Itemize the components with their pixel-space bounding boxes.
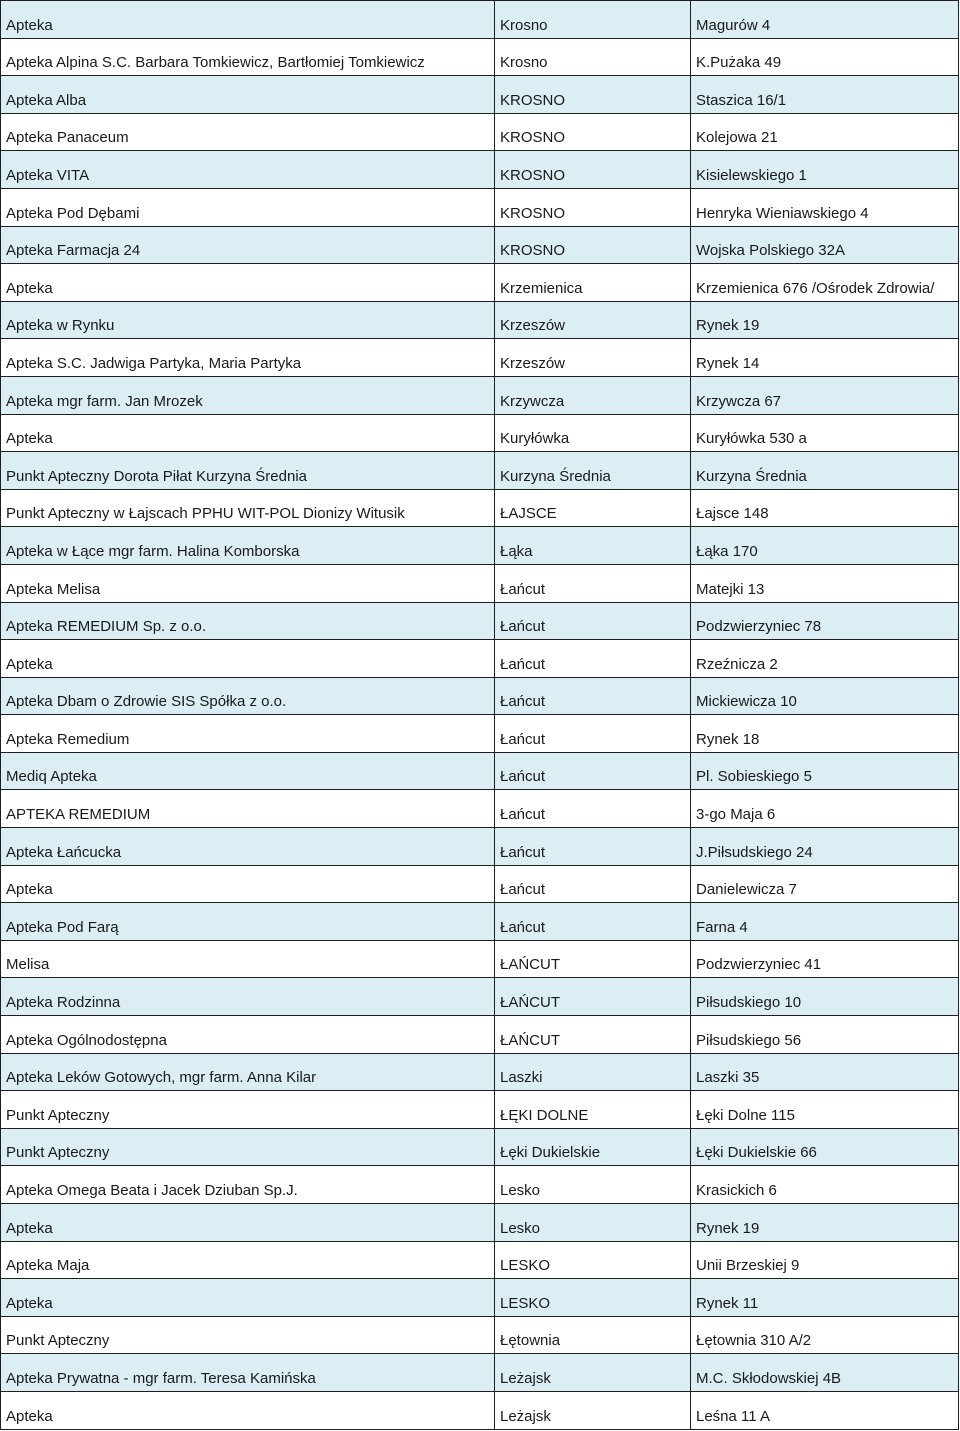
pharmacy-name-cell: Apteka Ogólnodostępna: [1, 1016, 495, 1054]
city-cell: Laszki: [495, 1053, 691, 1091]
city-cell: KROSNO: [495, 226, 691, 264]
address-cell: Rynek 11: [691, 1279, 959, 1317]
table-row: [1, 564, 959, 602]
address-cell: K.Pużaka 49: [691, 38, 959, 76]
address-cell: Piłsudskiego 10: [691, 978, 959, 1016]
city-cell: Łańcut: [495, 602, 691, 640]
address-cell: Łajsce 148: [691, 489, 959, 527]
city-cell: Łańcut: [495, 715, 691, 753]
table-row: [1, 151, 959, 189]
address-cell: Piłsudskiego 56: [691, 1016, 959, 1054]
table-row: [1, 715, 959, 753]
pharmacy-name-cell: Apteka Remedium: [1, 715, 495, 753]
city-cell: KROSNO: [495, 113, 691, 151]
pharmacy-name-cell: Apteka: [1, 865, 495, 903]
city-cell: Łańcut: [495, 790, 691, 828]
table-row: [1, 452, 959, 490]
address-cell: Mickiewicza 10: [691, 677, 959, 715]
table-row: [1, 1166, 959, 1204]
pharmacy-name-cell: Punkt Apteczny: [1, 1091, 495, 1129]
city-cell: LESKO: [495, 1241, 691, 1279]
address-cell: Laszki 35: [691, 1053, 959, 1091]
table-row: [1, 1128, 959, 1166]
table-row: [1, 1354, 959, 1392]
address-cell: Staszica 16/1: [691, 76, 959, 114]
table-row: [1, 790, 959, 828]
pharmacy-name-cell: Apteka Dbam o Zdrowie SIS Spółka z o.o.: [1, 677, 495, 715]
table-row: [1, 226, 959, 264]
table-row: [1, 76, 959, 114]
pharmacy-name-cell: Apteka Melisa: [1, 564, 495, 602]
pharmacy-name-cell: Punkt Apteczny: [1, 1128, 495, 1166]
address-cell: Łęki Dolne 115: [691, 1091, 959, 1129]
pharmacy-name-cell: Apteka: [1, 640, 495, 678]
pharmacy-name-cell: Apteka Alba: [1, 76, 495, 114]
city-cell: Łańcut: [495, 640, 691, 678]
table-row: [1, 903, 959, 941]
table-row: [1, 376, 959, 414]
table-row: [1, 640, 959, 678]
address-cell: Rynek 19: [691, 1204, 959, 1242]
address-cell: Krzywcza 67: [691, 376, 959, 414]
table-row: [1, 940, 959, 978]
pharmacy-name-cell: Mediq Apteka: [1, 752, 495, 790]
city-cell: Lesko: [495, 1204, 691, 1242]
city-cell: KROSNO: [495, 151, 691, 189]
city-cell: ŁAŃCUT: [495, 940, 691, 978]
pharmacy-name-cell: Punkt Apteczny: [1, 1316, 495, 1354]
table-row: [1, 1053, 959, 1091]
address-cell: Kolejowa 21: [691, 113, 959, 151]
city-cell: Kurzyna Średnia: [495, 452, 691, 490]
pharmacy-name-cell: Apteka: [1, 1279, 495, 1317]
pharmacy-table-body: [1, 1, 959, 1430]
address-cell: Łętownia 310 A/2: [691, 1316, 959, 1354]
city-cell: ŁAJSCE: [495, 489, 691, 527]
address-cell: Rynek 14: [691, 339, 959, 377]
address-cell: Rzeźnicza 2: [691, 640, 959, 678]
pharmacy-name-cell: Apteka Omega Beata i Jacek Dziuban Sp.J.: [1, 1166, 495, 1204]
city-cell: Łąka: [495, 527, 691, 565]
city-cell: KROSNO: [495, 76, 691, 114]
city-cell: Leżajsk: [495, 1354, 691, 1392]
pharmacy-name-cell: Apteka: [1, 414, 495, 452]
city-cell: Krzemienica: [495, 264, 691, 302]
city-cell: Krosno: [495, 38, 691, 76]
city-cell: Krzeszów: [495, 301, 691, 339]
pharmacy-name-cell: Apteka VITA: [1, 151, 495, 189]
city-cell: Łęki Dukielskie: [495, 1128, 691, 1166]
address-cell: Wojska Polskiego 32A: [691, 226, 959, 264]
city-cell: KROSNO: [495, 188, 691, 226]
pharmacy-name-cell: Apteka: [1, 1391, 495, 1429]
table-row: [1, 414, 959, 452]
address-cell: Farna 4: [691, 903, 959, 941]
table-row: [1, 1279, 959, 1317]
address-cell: Henryka Wieniawskiego 4: [691, 188, 959, 226]
pharmacy-name-cell: APTEKA REMEDIUM: [1, 790, 495, 828]
table-row: [1, 188, 959, 226]
table-row: [1, 113, 959, 151]
address-cell: Kisielewskiego 1: [691, 151, 959, 189]
pharmacy-name-cell: Apteka Maja: [1, 1241, 495, 1279]
city-cell: Łańcut: [495, 828, 691, 866]
table-row: [1, 752, 959, 790]
city-cell: Lesko: [495, 1166, 691, 1204]
address-cell: J.Piłsudskiego 24: [691, 828, 959, 866]
city-cell: Łańcut: [495, 677, 691, 715]
address-cell: Matejki 13: [691, 564, 959, 602]
table-row: [1, 38, 959, 76]
table-row: [1, 264, 959, 302]
city-cell: Krzywcza: [495, 376, 691, 414]
address-cell: Magurów 4: [691, 1, 959, 39]
city-cell: Łańcut: [495, 752, 691, 790]
address-cell: M.C. Skłodowskiej 4B: [691, 1354, 959, 1392]
address-cell: Podzwierzyniec 41: [691, 940, 959, 978]
pharmacy-name-cell: Apteka Leków Gotowych, mgr farm. Anna Kilar: [1, 1053, 495, 1091]
address-cell: Krasickich 6: [691, 1166, 959, 1204]
table-row: [1, 339, 959, 377]
city-cell: Krzeszów: [495, 339, 691, 377]
address-cell: 3-go Maja 6: [691, 790, 959, 828]
pharmacy-name-cell: Apteka REMEDIUM Sp. z o.o.: [1, 602, 495, 640]
city-cell: ŁAŃCUT: [495, 978, 691, 1016]
table-row: [1, 1316, 959, 1354]
address-cell: Łęki Dukielskie 66: [691, 1128, 959, 1166]
table-row: [1, 527, 959, 565]
pharmacy-name-cell: Apteka Panaceum: [1, 113, 495, 151]
city-cell: LESKO: [495, 1279, 691, 1317]
table-row: [1, 1391, 959, 1429]
city-cell: Krosno: [495, 1, 691, 39]
table-row: [1, 1016, 959, 1054]
table-row: [1, 301, 959, 339]
city-cell: Leżajsk: [495, 1391, 691, 1429]
pharmacy-name-cell: Apteka Rodzinna: [1, 978, 495, 1016]
table-row: [1, 865, 959, 903]
address-cell: Pl. Sobieskiego 5: [691, 752, 959, 790]
pharmacy-name-cell: Apteka Alpina S.C. Barbara Tomkiewicz, Bartłomiej Tomkiewicz: [1, 38, 495, 76]
address-cell: Łąka 170: [691, 527, 959, 565]
city-cell: ŁAŃCUT: [495, 1016, 691, 1054]
table-row: [1, 828, 959, 866]
pharmacy-name-cell: Apteka: [1, 1, 495, 39]
address-cell: Rynek 19: [691, 301, 959, 339]
pharmacy-name-cell: Punkt Apteczny Dorota Piłat Kurzyna Średnia: [1, 452, 495, 490]
address-cell: Rynek 18: [691, 715, 959, 753]
pharmacy-name-cell: Apteka Pod Dębami: [1, 188, 495, 226]
table-row: [1, 978, 959, 1016]
table-row: [1, 1204, 959, 1242]
pharmacy-name-cell: Apteka: [1, 1204, 495, 1242]
address-cell: Leśna 11 A: [691, 1391, 959, 1429]
address-cell: Danielewicza 7: [691, 865, 959, 903]
table-row: [1, 489, 959, 527]
pharmacy-name-cell: Apteka mgr farm. Jan Mrozek: [1, 376, 495, 414]
pharmacy-name-cell: Apteka Farmacja 24: [1, 226, 495, 264]
pharmacy-name-cell: Melisa: [1, 940, 495, 978]
address-cell: Unii Brzeskiej 9: [691, 1241, 959, 1279]
city-cell: Łańcut: [495, 564, 691, 602]
address-cell: Kuryłówka 530 a: [691, 414, 959, 452]
table-row: [1, 1, 959, 39]
pharmacy-name-cell: Apteka: [1, 264, 495, 302]
address-cell: Kurzyna Średnia: [691, 452, 959, 490]
pharmacy-name-cell: Apteka Prywatna - mgr farm. Teresa Kamińska: [1, 1354, 495, 1392]
pharmacy-name-cell: Apteka S.C. Jadwiga Partyka, Maria Partyka: [1, 339, 495, 377]
table-row: [1, 677, 959, 715]
city-cell: ŁĘKI DOLNE: [495, 1091, 691, 1129]
address-cell: Podzwierzyniec 78: [691, 602, 959, 640]
pharmacy-name-cell: Apteka Pod Farą: [1, 903, 495, 941]
city-cell: Łańcut: [495, 865, 691, 903]
table-row: [1, 1241, 959, 1279]
pharmacy-name-cell: Punkt Apteczny w Łajscach PPHU WIT-POL Dionizy Witusik: [1, 489, 495, 527]
city-cell: Łańcut: [495, 903, 691, 941]
city-cell: Kuryłówka: [495, 414, 691, 452]
pharmacy-name-cell: Apteka w Rynku: [1, 301, 495, 339]
table-row: [1, 602, 959, 640]
city-cell: Łętownia: [495, 1316, 691, 1354]
pharmacy-name-cell: Apteka w Łące mgr farm. Halina Komborska: [1, 527, 495, 565]
table-row: [1, 1091, 959, 1129]
pharmacy-name-cell: Apteka Łańcucka: [1, 828, 495, 866]
address-cell: Krzemienica 676 /Ośrodek Zdrowia/: [691, 264, 959, 302]
